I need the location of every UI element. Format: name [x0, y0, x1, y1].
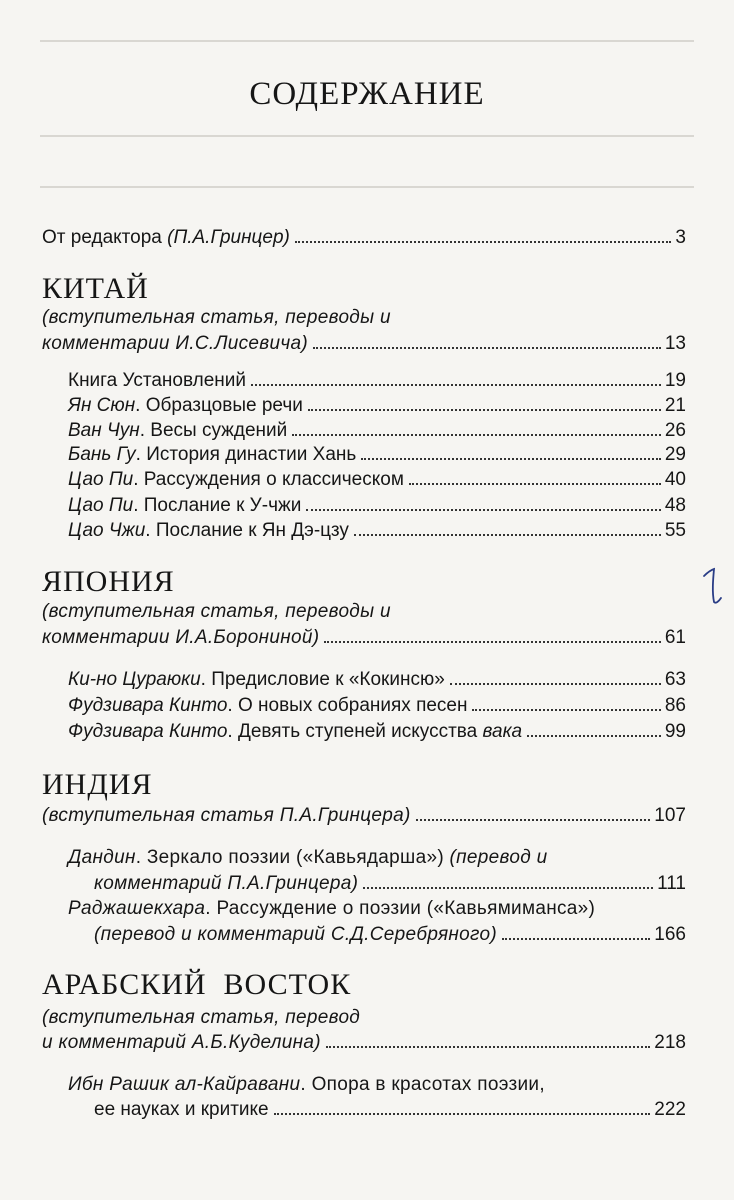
toc-entry[interactable]: Ки-но Цураюки . Предисловие к «Кокинсю» 63 — [68, 669, 686, 690]
leader-dots — [361, 458, 661, 460]
section-intro: и комментарий А.Б.Куделина) — [42, 1032, 321, 1053]
entry-author: Цао Пи — [68, 469, 134, 490]
leader-dots — [326, 1046, 650, 1048]
entry-title: Рассуждения о классическом — [143, 469, 404, 490]
leader-dots — [450, 683, 661, 685]
section-title-arab-east: АРАБСКИЙ ВОСТОК — [42, 968, 352, 1001]
section-intro: комментарии И.А.Борониной) — [42, 627, 320, 648]
toc-entry-intro[interactable] — [42, 804, 686, 828]
entry-title: ее науках и критике — [94, 1099, 269, 1120]
entry-author: Ки-но Цураюки — [68, 669, 201, 690]
page-number: 61 — [664, 627, 686, 648]
entry-title: Девять ступеней искусства — [237, 721, 478, 742]
section-intro: (вступительная статья, перевод — [42, 1007, 361, 1028]
entry-title: Образцовые речи — [145, 395, 303, 416]
page-number: 222 — [654, 1099, 686, 1120]
toc-entry-intro[interactable] — [42, 626, 686, 650]
page-number: 29 — [664, 444, 686, 465]
bleed-through-line — [40, 40, 694, 42]
entry-title: Рассуждение о поэзии («Кавьямиманса») — [216, 898, 596, 919]
toc-entry-line1[interactable]: Дандин. Зеркало поэзии («Кавьядарша») (перевод и — [68, 847, 548, 868]
page-number: 111 — [657, 873, 686, 894]
entry-author: Раджашекхара — [68, 898, 206, 919]
entry-author: (П.А.Гринцер) — [167, 227, 290, 248]
page-number: 26 — [664, 420, 686, 441]
entry-title: Весы суждений — [150, 420, 288, 441]
page-number: 166 — [654, 924, 686, 945]
page-number: 13 — [664, 333, 686, 354]
leader-dots — [295, 241, 672, 243]
toc-entry-editor[interactable] — [42, 226, 686, 250]
leader-dots — [308, 409, 661, 411]
entry-author: Фудзивара Кинто — [68, 721, 228, 742]
toc-entry[interactable] — [94, 923, 686, 947]
entry-title: Послание к У-чжи — [143, 495, 302, 516]
toc-entry[interactable]: Ян Сюн . Образцовые речи 21 — [68, 395, 686, 416]
entry-title: О новых собраниях песен — [237, 695, 468, 716]
leader-dots — [251, 384, 661, 386]
entry-author: Ибн Рашик ал-Кайравани — [68, 1074, 301, 1095]
toc-entry[interactable] — [94, 872, 686, 896]
leader-dots — [306, 509, 661, 511]
page-number: 21 — [664, 395, 686, 416]
toc-entry[interactable] — [68, 369, 686, 393]
bleed-through-line — [40, 186, 694, 188]
entry-author: Фудзивара Кинто — [68, 695, 228, 716]
leader-dots — [324, 641, 660, 643]
toc-entry[interactable]: Ван Чун . Весы суждений 26 — [68, 420, 686, 441]
page-title: СОДЕРЖАНИЕ — [249, 76, 485, 112]
leader-dots — [313, 347, 661, 349]
leader-dots — [416, 819, 651, 821]
entry-title-italic: вака — [482, 721, 523, 742]
entry-title: Послание к Ян Дэ-цзу — [155, 520, 349, 541]
entry-author: Цао Чжи — [68, 520, 146, 541]
entry-author: Дандин — [68, 847, 136, 868]
entry-title: Книга Установлений — [68, 370, 246, 391]
page-number: 99 — [664, 721, 686, 742]
page-number: 3 — [675, 227, 686, 248]
toc-entry[interactable]: Фудзивара Кинто . О новых собраниях песен 86 — [68, 695, 686, 716]
page-number: 48 — [664, 495, 686, 516]
leader-dots — [274, 1113, 651, 1115]
section-intro: (вступительная статья П.А.Гринцера) — [42, 805, 411, 826]
page-number: 107 — [654, 805, 686, 826]
page-number: 86 — [664, 695, 686, 716]
entry-note: (перевод и комментарий С.Д.Серебряного) — [94, 924, 497, 945]
leader-dots — [363, 887, 653, 889]
section-intro: (вступительная статья, переводы и — [42, 601, 391, 622]
leader-dots — [502, 938, 650, 940]
page-number: 218 — [654, 1032, 686, 1053]
toc-entry[interactable]: Цао Чжи . Послание к Ян Дэ-цзу 55 — [68, 520, 686, 541]
toc-entry-line1[interactable]: Ибн Рашик ал-Кайравани. Опора в красотах поэзии, — [68, 1074, 545, 1095]
entry-title: Предисловие к «Кокинсю» — [211, 669, 445, 690]
handwritten-mark — [700, 566, 726, 606]
toc-entry-intro[interactable] — [42, 332, 686, 356]
entry-author: Ян Сюн — [68, 395, 136, 416]
entry-label: От редактора — [42, 227, 162, 248]
entry-author: Ван Чун — [68, 420, 140, 441]
leader-dots — [354, 534, 661, 536]
entry-title: Опора в красотах поэзии, — [311, 1074, 545, 1095]
page-number: 63 — [664, 669, 686, 690]
leader-dots — [472, 709, 660, 711]
leader-dots — [292, 434, 661, 436]
entry-note: комментарий П.А.Гринцера) — [94, 873, 359, 894]
toc-entry-intro[interactable] — [42, 1031, 686, 1055]
toc-entry[interactable]: Цао Пи . Рассуждения о классическом 40 — [68, 469, 686, 490]
entry-author: Бань Гу — [68, 444, 136, 465]
entry-title: Зеркало поэзии («Кавьядарша») — [146, 847, 444, 868]
page-number: 55 — [664, 520, 686, 541]
section-intro: (вступительная статья, переводы и — [42, 307, 391, 328]
page-number: 19 — [664, 370, 686, 391]
toc-entry[interactable]: Фудзивара Кинто . Девять ступеней искусства вака 99 — [68, 721, 686, 742]
leader-dots — [527, 735, 661, 737]
section-title-china: КИТАЙ — [42, 272, 149, 305]
entry-title: История династии Хань — [146, 444, 357, 465]
entry-note: (перевод и — [449, 847, 548, 868]
toc-entry[interactable]: Бань Гу . История династии Хань 29 — [68, 444, 686, 465]
toc-entry-line1[interactable]: Раджашекхара. Рассуждение о поэзии («Кавьямиманса») — [68, 898, 596, 919]
toc-entry[interactable]: Цао Пи . Послание к У-чжи 48 — [68, 495, 686, 516]
page-number: 40 — [664, 469, 686, 490]
toc-entry[interactable] — [94, 1098, 686, 1122]
section-title-india: ИНДИЯ — [42, 768, 153, 801]
section-title-japan: ЯПОНИЯ — [42, 565, 175, 598]
entry-author: Цао Пи — [68, 495, 134, 516]
section-intro: комментарии И.С.Лисевича) — [42, 333, 309, 354]
bleed-through-line — [40, 135, 694, 137]
leader-dots — [409, 483, 661, 485]
